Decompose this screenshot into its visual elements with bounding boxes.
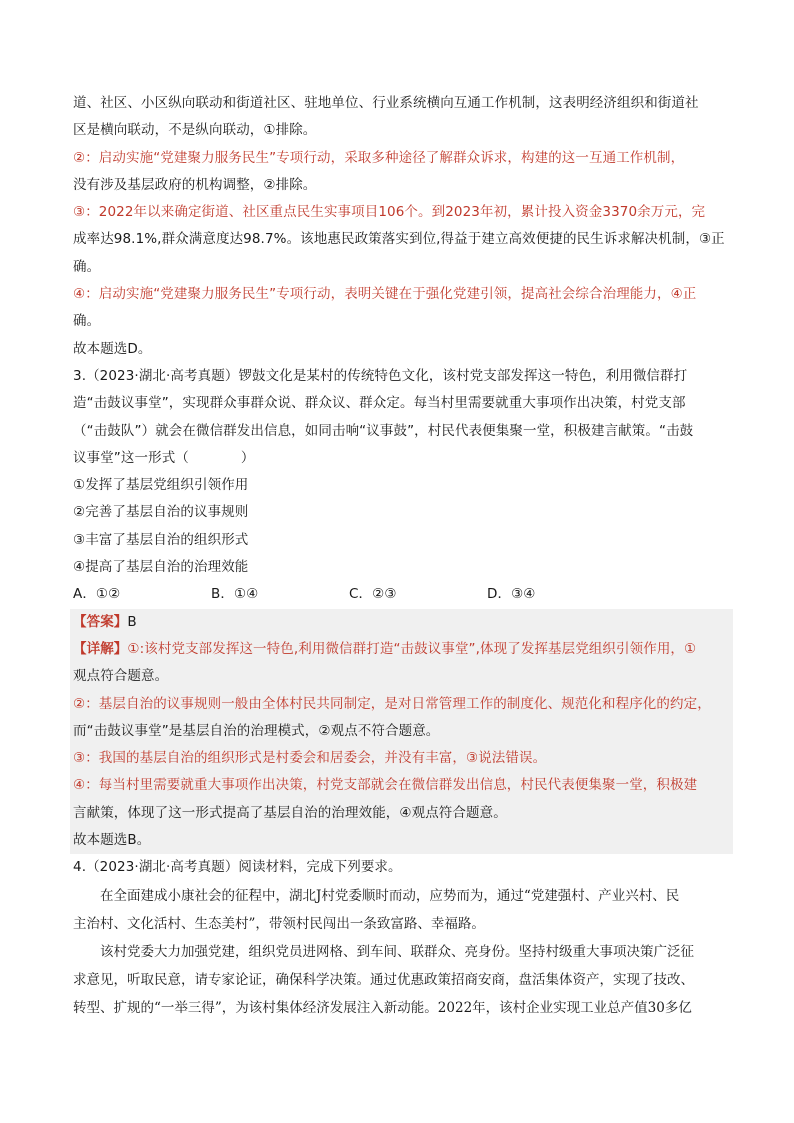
answer-value: B	[127, 613, 137, 630]
option-a: A．①②	[73, 586, 121, 603]
material-line: 转型、扩规的“一举三得”，为该村集体经济发展注入新动能。2022年，该村企业实现工业总产值30多亿	[73, 999, 692, 1016]
detail-tag: 【详解】	[73, 640, 128, 657]
stem-text: 议事堂”这一形式（	[73, 449, 189, 466]
option-b: B．①④	[211, 586, 259, 603]
question-stem: 3.（2023·湖北·高考真题）锣鼓文化是某村的传统特色文化，该村党支部发挥这一特色，利用微信群打	[73, 367, 688, 384]
detail-line	[73, 636, 733, 663]
detail-line: 而“击鼓议事堂”是基层自治的治理模式，②观点不符合题意。	[73, 722, 440, 739]
detail-text: ①:该村党支部发挥这一特色,利用微信群打造“击鼓议事堂”,体现了发挥基层党组织引领作用，①	[127, 640, 697, 657]
detail-line: ④：每当村里需要就重大事项作出决策，村党支部就会在微信群发出信息，村民代表便集聚一堂，积极建	[73, 777, 698, 794]
question-stem	[73, 445, 733, 472]
conclusion-line: 故本题选B。	[73, 832, 151, 849]
detail-line: ②：基层自治的议事规则一般由全体村民共同制定，是对日常管理工作的制度化、规范化和程序化的约定，	[73, 695, 711, 712]
statement-item: ②完善了基层自治的议事规则	[73, 504, 249, 521]
document-page	[73, 90, 733, 1022]
analysis-line: ③：2022年以来确定街道、社区重点民生实事项目106个。到2023年初，累计投入资金3370余万元，完	[73, 204, 706, 221]
material-line: 求意见，听取民意，请专家论证，确保科学决策。通过优惠政策招商安商，盘活集体资产，实现了技改、	[73, 971, 694, 988]
answer-tag: 【答案】	[73, 613, 128, 630]
stem-text: ）	[240, 449, 255, 466]
material-line: 该村党委大力加强党建，组织党员进网格、到车间、联群众、亮身份。坚持村级重大事项决策广泛征	[100, 943, 694, 960]
text-line: 确。	[73, 258, 101, 275]
material-line: 在全面建成小康社会的征程中，湖北J村党委顺时而动，应势而为，通过“党建强村、产业兴村、民	[100, 887, 680, 904]
answer-line	[73, 609, 733, 636]
statement-item: ①发挥了基层党组织引领作用	[73, 477, 249, 494]
text-line: 没有涉及基层政府的机构调整，②排除。	[73, 176, 317, 193]
statement-item: ④提高了基层自治的治理效能	[73, 559, 249, 576]
question-stem: （“击鼓队”）就会在微信群发出信息，如同击响“议事鼓”，村民代表便集聚一堂，积极建言献策。“击鼓	[73, 422, 694, 439]
analysis-line: ④：启动实施“党建聚力服务民生”专项行动，表明关键在于强化党建引领，提高社会综合治理能力，④正	[73, 286, 697, 303]
answer-explanation-block	[70, 609, 733, 855]
text-line: 道、社区、小区纵向联动和街道社区、驻地单位、行业系统横向互通工作机制，这表明经济组织和街道社	[73, 95, 699, 111]
text-line: 确。	[73, 313, 101, 330]
statement-item: ③丰富了基层自治的组织形式	[73, 531, 249, 548]
question-stem: 4.（2023·湖北·高考真题）阅读材料，完成下列要求。	[73, 859, 402, 876]
option-d: D．③④	[487, 586, 536, 603]
conclusion-line: 故本题选D。	[73, 340, 152, 357]
option-c: C．②③	[349, 586, 397, 603]
detail-line: ③：我国的基层自治的组织形式是村委会和居委会，并没有丰富，③说法错误。	[73, 750, 547, 767]
analysis-line: ②：启动实施“党建聚力服务民生”专项行动，采取多种途径了解群众诉求，构建的这一互通工作机制，	[73, 149, 685, 166]
material-line: 主治村、文化活村、生态美村”，带领村民闯出一条致富路、幸福路。	[73, 915, 485, 932]
detail-line: 观点符合题意。	[73, 668, 169, 685]
question-stem: 造“击鼓议事堂”，实现群众事群众说、群众议、群众定。每当村里需要就重大事项作出决策，村党支部	[73, 395, 686, 412]
detail-line: 言献策，体现了这一形式提高了基层自治的治理效能，④观点符合题意。	[73, 804, 507, 821]
answer-options	[73, 581, 733, 608]
text-line: 成率达98.1%,群众满意度达98.7%。该地惠民政策落实到位,得益于建立高效便捷的民生诉求解决机制，③正	[73, 231, 725, 248]
text-line: 区是横向联动，不是纵向联动，①排除。	[73, 122, 317, 139]
